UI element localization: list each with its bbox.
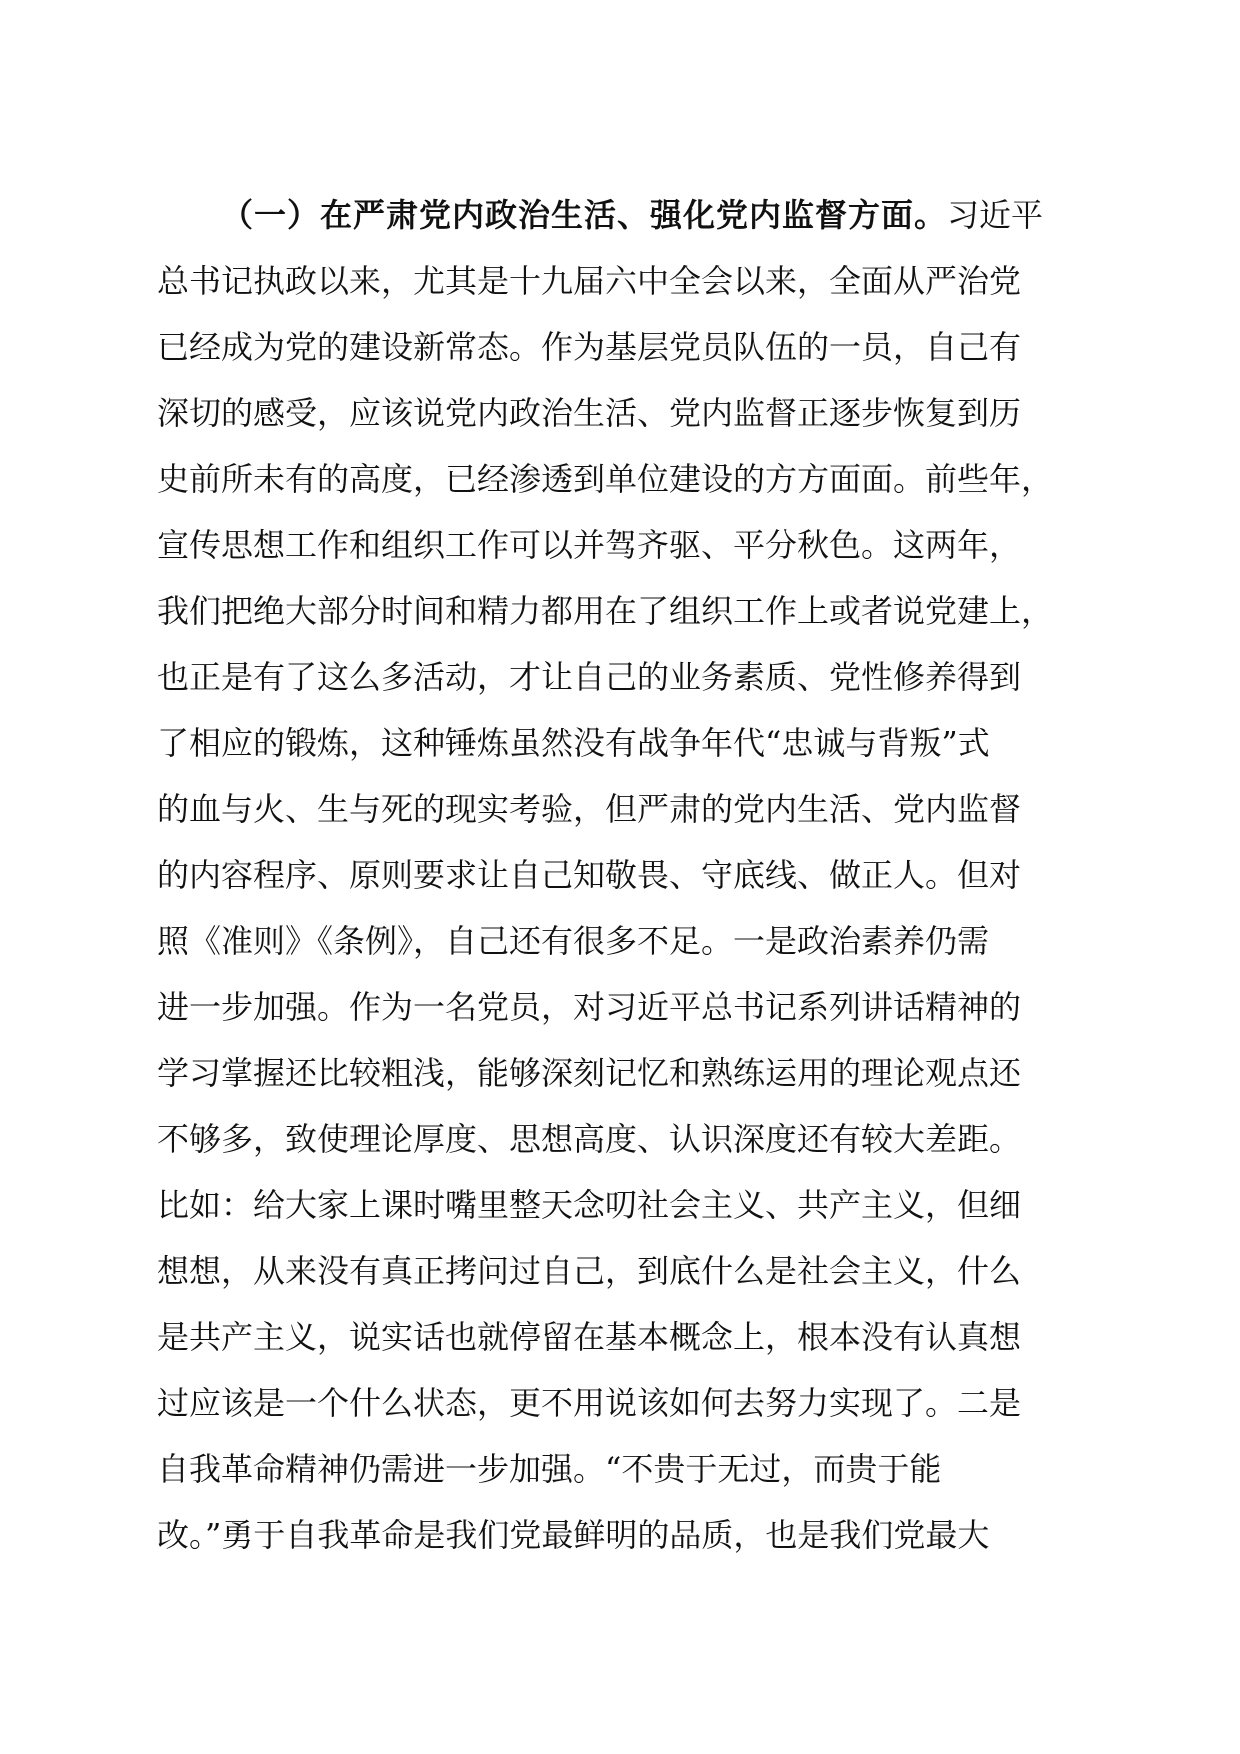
body-text-line: 进一步加强。作为一名党员，对习近平总书记系列讲话精神的 bbox=[157, 988, 1022, 1026]
body-text-line: 是共产主义，说实话也就停留在基本概念上，根本没有认真想 bbox=[157, 1318, 1022, 1356]
body-text-line: 想想，从来没有真正拷问过自己，到底什么是社会主义，什么 bbox=[157, 1252, 1022, 1290]
body-text-line: 的血与火、生与死的现实考验，但严肃的党内生活、党内监督 bbox=[157, 790, 1022, 828]
body-text-line: 自我革命精神仍需进一步加强。“不贵于无过，而贵于能 bbox=[157, 1450, 942, 1488]
paragraph-first-line bbox=[157, 182, 1092, 248]
body-text-line: 宣传思想工作和组织工作可以并驾齐驱、平分秋色。这两年， bbox=[157, 526, 1022, 564]
document-body bbox=[157, 182, 1092, 1568]
body-text-line: 总书记执政以来，尤其是十九届六中全会以来，全面从严治党 bbox=[157, 262, 1022, 300]
body-text-line: 不够多，致使理论厚度、思想高度、认识深度还有较大差距。 bbox=[157, 1120, 1022, 1158]
body-text-line: 过应该是一个什么状态，更不用说该如何去努力实现了。二是 bbox=[157, 1384, 1022, 1422]
body-text-line: 了相应的锻炼，这种锤炼虽然没有战争年代“忠诚与背叛”式 bbox=[157, 724, 990, 762]
section-heading: （一）在严肃党内政治生活、强化党内监督方面。 bbox=[221, 196, 948, 234]
body-text-line: 也正是有了这么多活动，才让自己的业务素质、党性修养得到 bbox=[157, 658, 1022, 696]
body-text-line: 的内容程序、原则要求让自己知敬畏、守底线、做正人。但对 bbox=[157, 856, 1022, 894]
body-text-line: 照《准则》《条例》，自己还有很多不足。一是政治素养仍需 bbox=[157, 922, 990, 960]
body-text-line: 已经成为党的建设新常态。作为基层党员队伍的一员，自己有 bbox=[157, 328, 1022, 366]
body-text-line: 学习掌握还比较粗浅，能够深刻记忆和熟练运用的理论观点还 bbox=[157, 1054, 1022, 1092]
body-text-line: 深切的感受，应该说党内政治生活、党内监督正逐步恢复到历 bbox=[157, 394, 1022, 432]
body-text-line: 改。”勇于自我革命是我们党最鲜明的品质，也是我们党最大 bbox=[157, 1516, 990, 1554]
body-text-line: 史前所未有的高度，已经渗透到单位建设的方方面面。前些年， bbox=[157, 460, 1054, 498]
body-text-line: 比如：给大家上课时嘴里整天念叨社会主义、共产主义，但细 bbox=[157, 1186, 1022, 1224]
body-text-line: 我们把绝大部分时间和精力都用在了组织工作上或者说党建上， bbox=[157, 592, 1054, 630]
body-text-line: 习近平 bbox=[947, 196, 1044, 234]
